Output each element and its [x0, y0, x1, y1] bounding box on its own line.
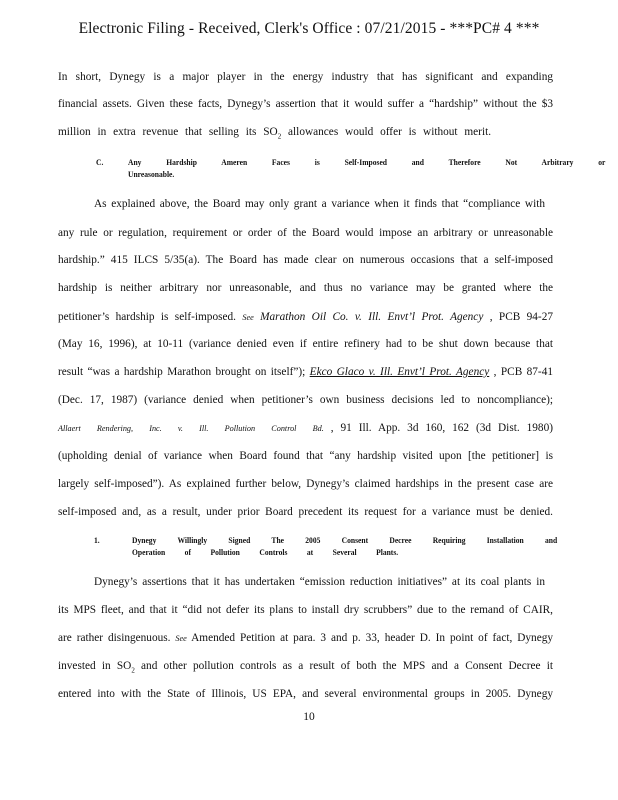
heading-1-line1: Dynegy Willingly Signed The 2005 Consent Decree Requiring Installation and: [132, 535, 558, 545]
para2-line10: (upholding denial of variance when Board found that “any hardship visited upon [the petitioner] is: [58, 450, 553, 462]
para1-line1: In short, Dynegy is a major player in the energy industry that has significant and expanding: [58, 71, 553, 83]
para1-line3: million in extra revenue that selling its $SO_2$ allowances would offer is without merit.: [58, 126, 492, 141]
para3-line5: entered into with the State of Illinois, US EPA, and several environmental groups in 2005. Dynegy: [58, 688, 553, 700]
para3-line2: its MPS fleet, and that it “did not defer its plans to install dry scrubbers” due to the remand of CAIR,: [58, 604, 553, 616]
para2-line1: As explained above, the Board may only grant a variance when it finds that “compliance with: [94, 198, 545, 210]
filing-header: Electronic Filing - Received, Clerk's Office : 07/21/2015 - ***PC# 4 ***: [78, 20, 540, 37]
para2-line7: result “was a hardship Marathon brought on itself”); Ekco Glaco v. Ill. Envt’l Prot. Agency , PCB 87-41: [58, 366, 553, 378]
para1-line2: financial assets. Given these facts, Dynegy’s assertion that it would suffer a “hardship” without the $3: [58, 98, 553, 110]
para3-line1: Dynegy’s assertions that it has undertaken “emission reduction initiatives” at its coal plants in: [94, 576, 545, 588]
heading-1-line2: Operation of Pollution Controls at Several Plants.: [132, 547, 399, 557]
para2-line12: self-imposed and, as a result, under prior Board precedent its request for a variance must be denied.: [58, 506, 553, 518]
heading-c-letter: C.: [96, 157, 104, 167]
heading-1-number: 1.: [94, 535, 100, 545]
para2-line3: hardship.” 415 ILCS 5/35(a). The Board has made clear on numerous occasions that a self-imposed: [58, 254, 553, 266]
heading-c-line2: Unreasonable.: [128, 169, 175, 179]
para2-line5: petitioner’s hardship is self-imposed. See Marathon Oil Co. v. Ill. Envt’l Prot. Agency , PCB 94-27: [58, 311, 553, 323]
para2-line9: Allaert Rendering, Inc. v. Ill. Pollution Control Bd. , 91 Ill. App. 3d 160, 162 (3d Dist. 1980): [58, 422, 553, 434]
heading-c-line1: Any Hardship Ameren Faces is Self-Imposed and Therefore Not Arbitrary or: [128, 157, 606, 167]
para2-line4: hardship is neither arbitrary nor unreasonable, and thus no variance may be granted where the: [58, 282, 553, 294]
para2-line8: (Dec. 17, 1987) (variance denied when petitioner’s own business decisions led to noncompliance);: [58, 394, 553, 406]
para2-line6: (May 16, 1996), at 10-11 (variance denied even if entire refinery had to be shut down because that: [58, 338, 553, 350]
para2-line11: largely self-imposed”). As explained further below, Dynegy’s claimed hardships in the present case are: [58, 478, 553, 490]
para2-line2: any rule or regulation, requirement or order of the Board would impose an arbitrary or unreasonable: [58, 227, 553, 239]
para3-line3: are rather disingenuous. See Amended Petition at para. 3 and p. 33, header D. In point of fact, Dynegy: [58, 632, 553, 644]
page-number: 10: [303, 711, 315, 723]
para3-line4: invested in $SO_2$ and other pollution controls as a result of both the MPS and a Consent Decree it: [58, 660, 553, 675]
